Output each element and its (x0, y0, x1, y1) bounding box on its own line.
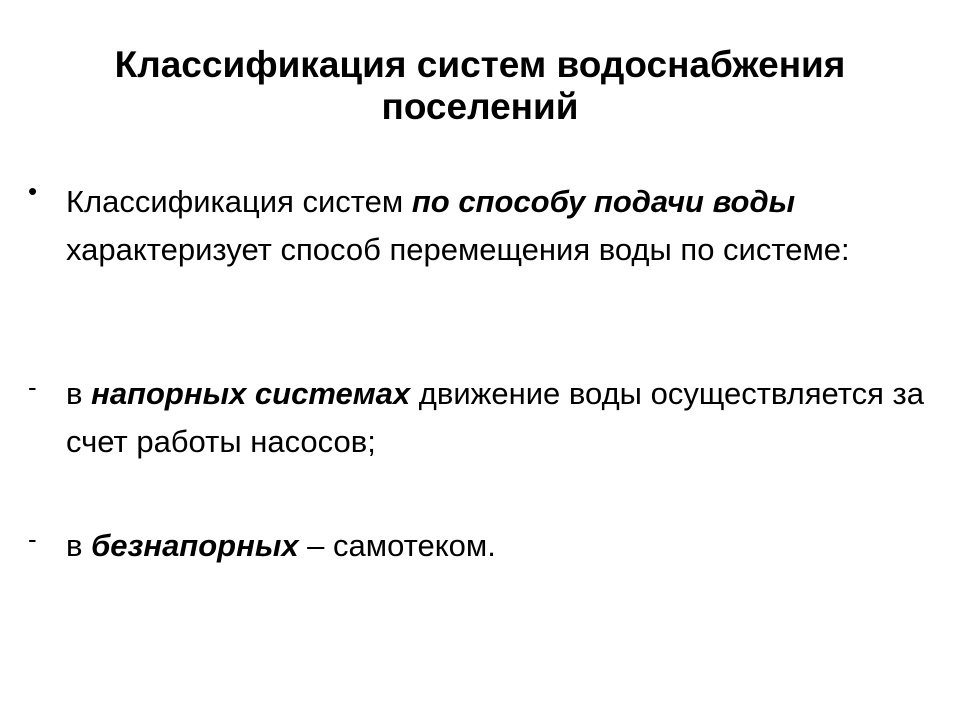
title-line-1: Классификация систем водоснабжения (114, 44, 846, 85)
bullet-marker: • (28, 176, 38, 206)
item-emphasis: по способу подачи воды (411, 184, 796, 219)
item-text: в (66, 376, 92, 411)
item-text: движение воды осуществляется за счет работы насосов; (66, 376, 924, 459)
item-text: в (66, 528, 92, 563)
item-text: характеризует способ перемещения воды по системе: (66, 232, 850, 267)
item-emphasis: безнапорных (91, 528, 299, 563)
list-item-pressure-systems (66, 370, 926, 466)
item-emphasis: напорных системах (91, 376, 411, 411)
item-text: Классификация систем (66, 184, 412, 219)
list-item-gravity-systems (66, 522, 926, 570)
dash-marker: - (28, 524, 37, 554)
item-text: – самотеком. (298, 528, 496, 563)
dash-marker: - (28, 372, 37, 402)
title-line-2: поселений (381, 86, 579, 127)
list-item-delivery-method (66, 178, 926, 274)
slide-title (40, 44, 920, 128)
